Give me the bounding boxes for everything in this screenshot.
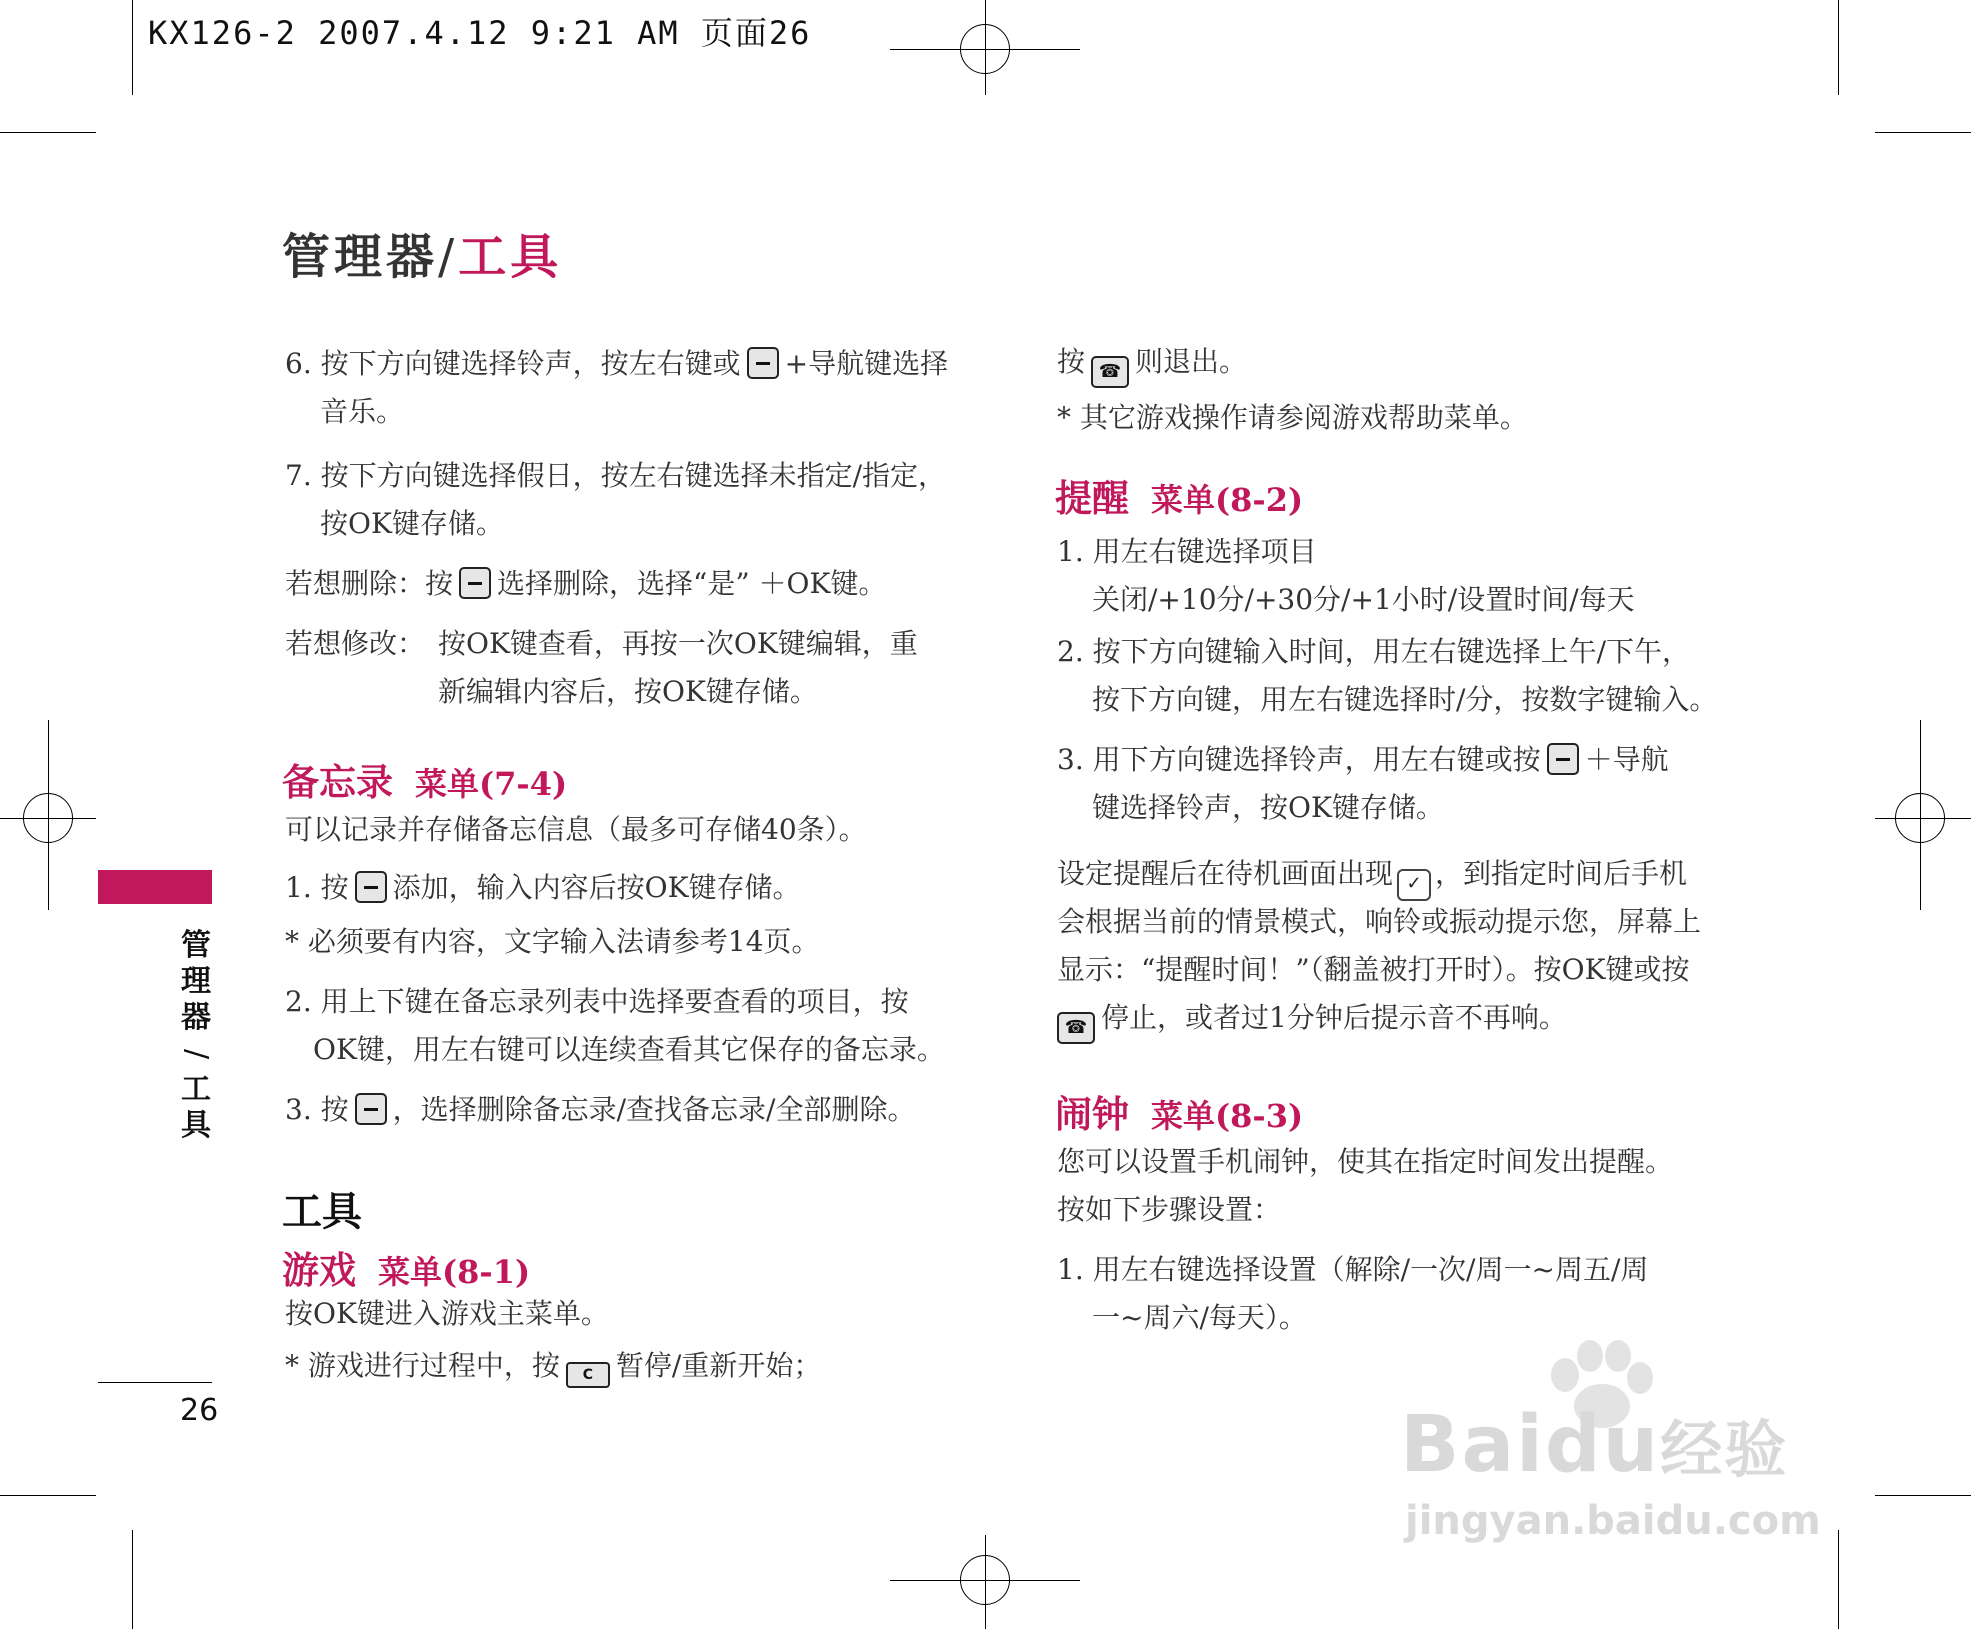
modify-instruction: 按OK键查看，再按一次OK键编辑，重 — [438, 627, 918, 660]
remind-para-3: 显示：“提醒时间！”（翻盖被打开时）。按OK键或按 — [1057, 953, 1690, 986]
remind-para-2: 会根据当前的情景模式，响铃或振动提示您，屏幕上 — [1057, 905, 1702, 938]
step-7-cont: 按OK键存储。 — [320, 507, 504, 540]
remind-heading: 提醒 菜单(8-2) — [1055, 477, 1304, 520]
modify-label: 若想修改： — [285, 627, 426, 660]
side-tab-char: 工 — [181, 1072, 211, 1107]
soft-key-icon — [747, 347, 779, 379]
memo-note: * 必须要有内容，文字输入法请参考14页。 — [285, 925, 820, 958]
soft-key-icon — [1547, 743, 1579, 775]
crop-mark — [1875, 132, 1971, 133]
alarm-heading: 闹钟 菜单(8-3) — [1055, 1093, 1304, 1136]
crop-mark — [1838, 1530, 1839, 1629]
remind-step-1: 1. 用左右键选择项目 — [1057, 535, 1317, 568]
memo-step-2-cont: OK键，用左右键可以连续查看其它保存的备忘录。 — [313, 1033, 945, 1066]
side-tab-label — [176, 928, 216, 1144]
crop-mark — [1838, 0, 1839, 95]
crop-mark — [0, 1495, 96, 1496]
side-tab-bar — [98, 870, 212, 904]
side-tab-char: / — [179, 1048, 214, 1060]
side-tab-char: 具 — [181, 1108, 211, 1143]
title-accent: 工具 — [458, 229, 563, 285]
crop-mark — [132, 0, 133, 95]
remind-step-2: 2. 按下方向键输入时间，用左右键选择上午/下午， — [1057, 635, 1691, 668]
alarm-step-1-cont: 一~周六/每天）。 — [1092, 1301, 1307, 1334]
page-number-rule — [98, 1382, 212, 1383]
memo-step-3: 3. 按 ，选择删除备忘录/查找备忘录/全部删除。 — [285, 1093, 916, 1126]
title-slash: / — [438, 229, 459, 285]
crop-mark — [1875, 1495, 1971, 1496]
tools-heading: 工具 — [282, 1189, 362, 1235]
side-tab-char: 器 — [181, 1000, 211, 1035]
page-title — [282, 218, 562, 287]
memo-step-1: 1. 按 添加，输入内容后按OK键存储。 — [285, 871, 801, 904]
step-7: 7. 按下方向键选择假日，按左右键选择未指定/指定， — [285, 459, 947, 492]
page-number: 26 — [180, 1393, 219, 1428]
crop-mark — [132, 1530, 133, 1629]
soft-key-icon — [355, 871, 387, 903]
registration-mark — [960, 24, 1010, 74]
watermark-url: jingyan.baidu.com — [1405, 1498, 1821, 1544]
game-heading: 游戏 菜单(8-1) — [282, 1249, 531, 1292]
memo-step-2: 2. 用上下键在备忘录列表中选择要查看的项目，按 — [285, 985, 909, 1018]
clear-key-icon: C — [566, 1362, 610, 1388]
side-tab-char: 理 — [181, 964, 211, 999]
soft-key-icon — [355, 1093, 387, 1125]
alarm-step-1: 1. 用左右键选择设置（解除/一次/周一~周五/周 — [1057, 1253, 1649, 1286]
game-note: * 游戏进行过程中，按 C 暂停/重新开始； — [285, 1342, 821, 1390]
remind-step-3: 3. 用下方向键选择铃声，用左右键或按 ＋导航 — [1057, 743, 1669, 776]
exit-instruction: 按 ☎ 则退出。 — [1057, 338, 1247, 388]
alarm-clock-icon: ✓ — [1397, 869, 1431, 901]
remind-para-4: ☎ 停止，或者过1分钟后提示音不再响。 — [1057, 994, 1567, 1044]
modify-instruction-cont: 新编辑内容后，按OK键存储。 — [438, 675, 818, 708]
alarm-description-cont: 按如下步骤设置： — [1057, 1193, 1282, 1226]
remind-para-1: 设定提醒后在待机画面出现 ✓ ，到指定时间后手机 — [1057, 850, 1687, 901]
game-description: 按OK键进入游戏主菜单。 — [285, 1297, 609, 1330]
watermark-brand: Baidu经验 — [1400, 1400, 1789, 1490]
end-key-icon: ☎ — [1057, 1012, 1095, 1044]
registration-mark — [23, 793, 73, 843]
remind-step-2-cont: 按下方向键，用左右键选择时/分，按数字键输入。 — [1092, 683, 1718, 716]
game-help-note: * 其它游戏操作请参阅游戏帮助菜单。 — [1057, 401, 1528, 434]
remind-step-1-options: 关闭/+10分/+30分/+1小时/设置时间/每天 — [1092, 583, 1635, 616]
registration-mark — [960, 1555, 1010, 1605]
memo-heading: 备忘录 菜单(7-4) — [282, 761, 568, 804]
soft-key-icon — [459, 567, 491, 599]
registration-mark — [1895, 793, 1945, 843]
crop-mark — [0, 132, 96, 133]
print-header: KX126-2 2007.4.12 9:21 AM 页面26 — [148, 14, 812, 52]
end-key-icon: ☎ — [1091, 356, 1129, 388]
remind-step-3-cont: 键选择铃声，按OK键存储。 — [1092, 791, 1444, 824]
alarm-description: 您可以设置手机闹钟，使其在指定时间发出提醒。 — [1057, 1145, 1674, 1178]
title-main: 管理器 — [282, 229, 439, 285]
memo-description: 可以记录并存储备忘信息（最多可存储40条）。 — [285, 813, 867, 846]
side-tab-char: 管 — [181, 928, 211, 963]
delete-instruction: 若想删除：按 选择删除，选择“是” ＋OK键。 — [285, 567, 887, 600]
step-6: 6. 按下方向键选择铃声，按左右键或 +导航键选择 — [285, 347, 949, 380]
step-6-cont: 音乐。 — [320, 395, 405, 428]
